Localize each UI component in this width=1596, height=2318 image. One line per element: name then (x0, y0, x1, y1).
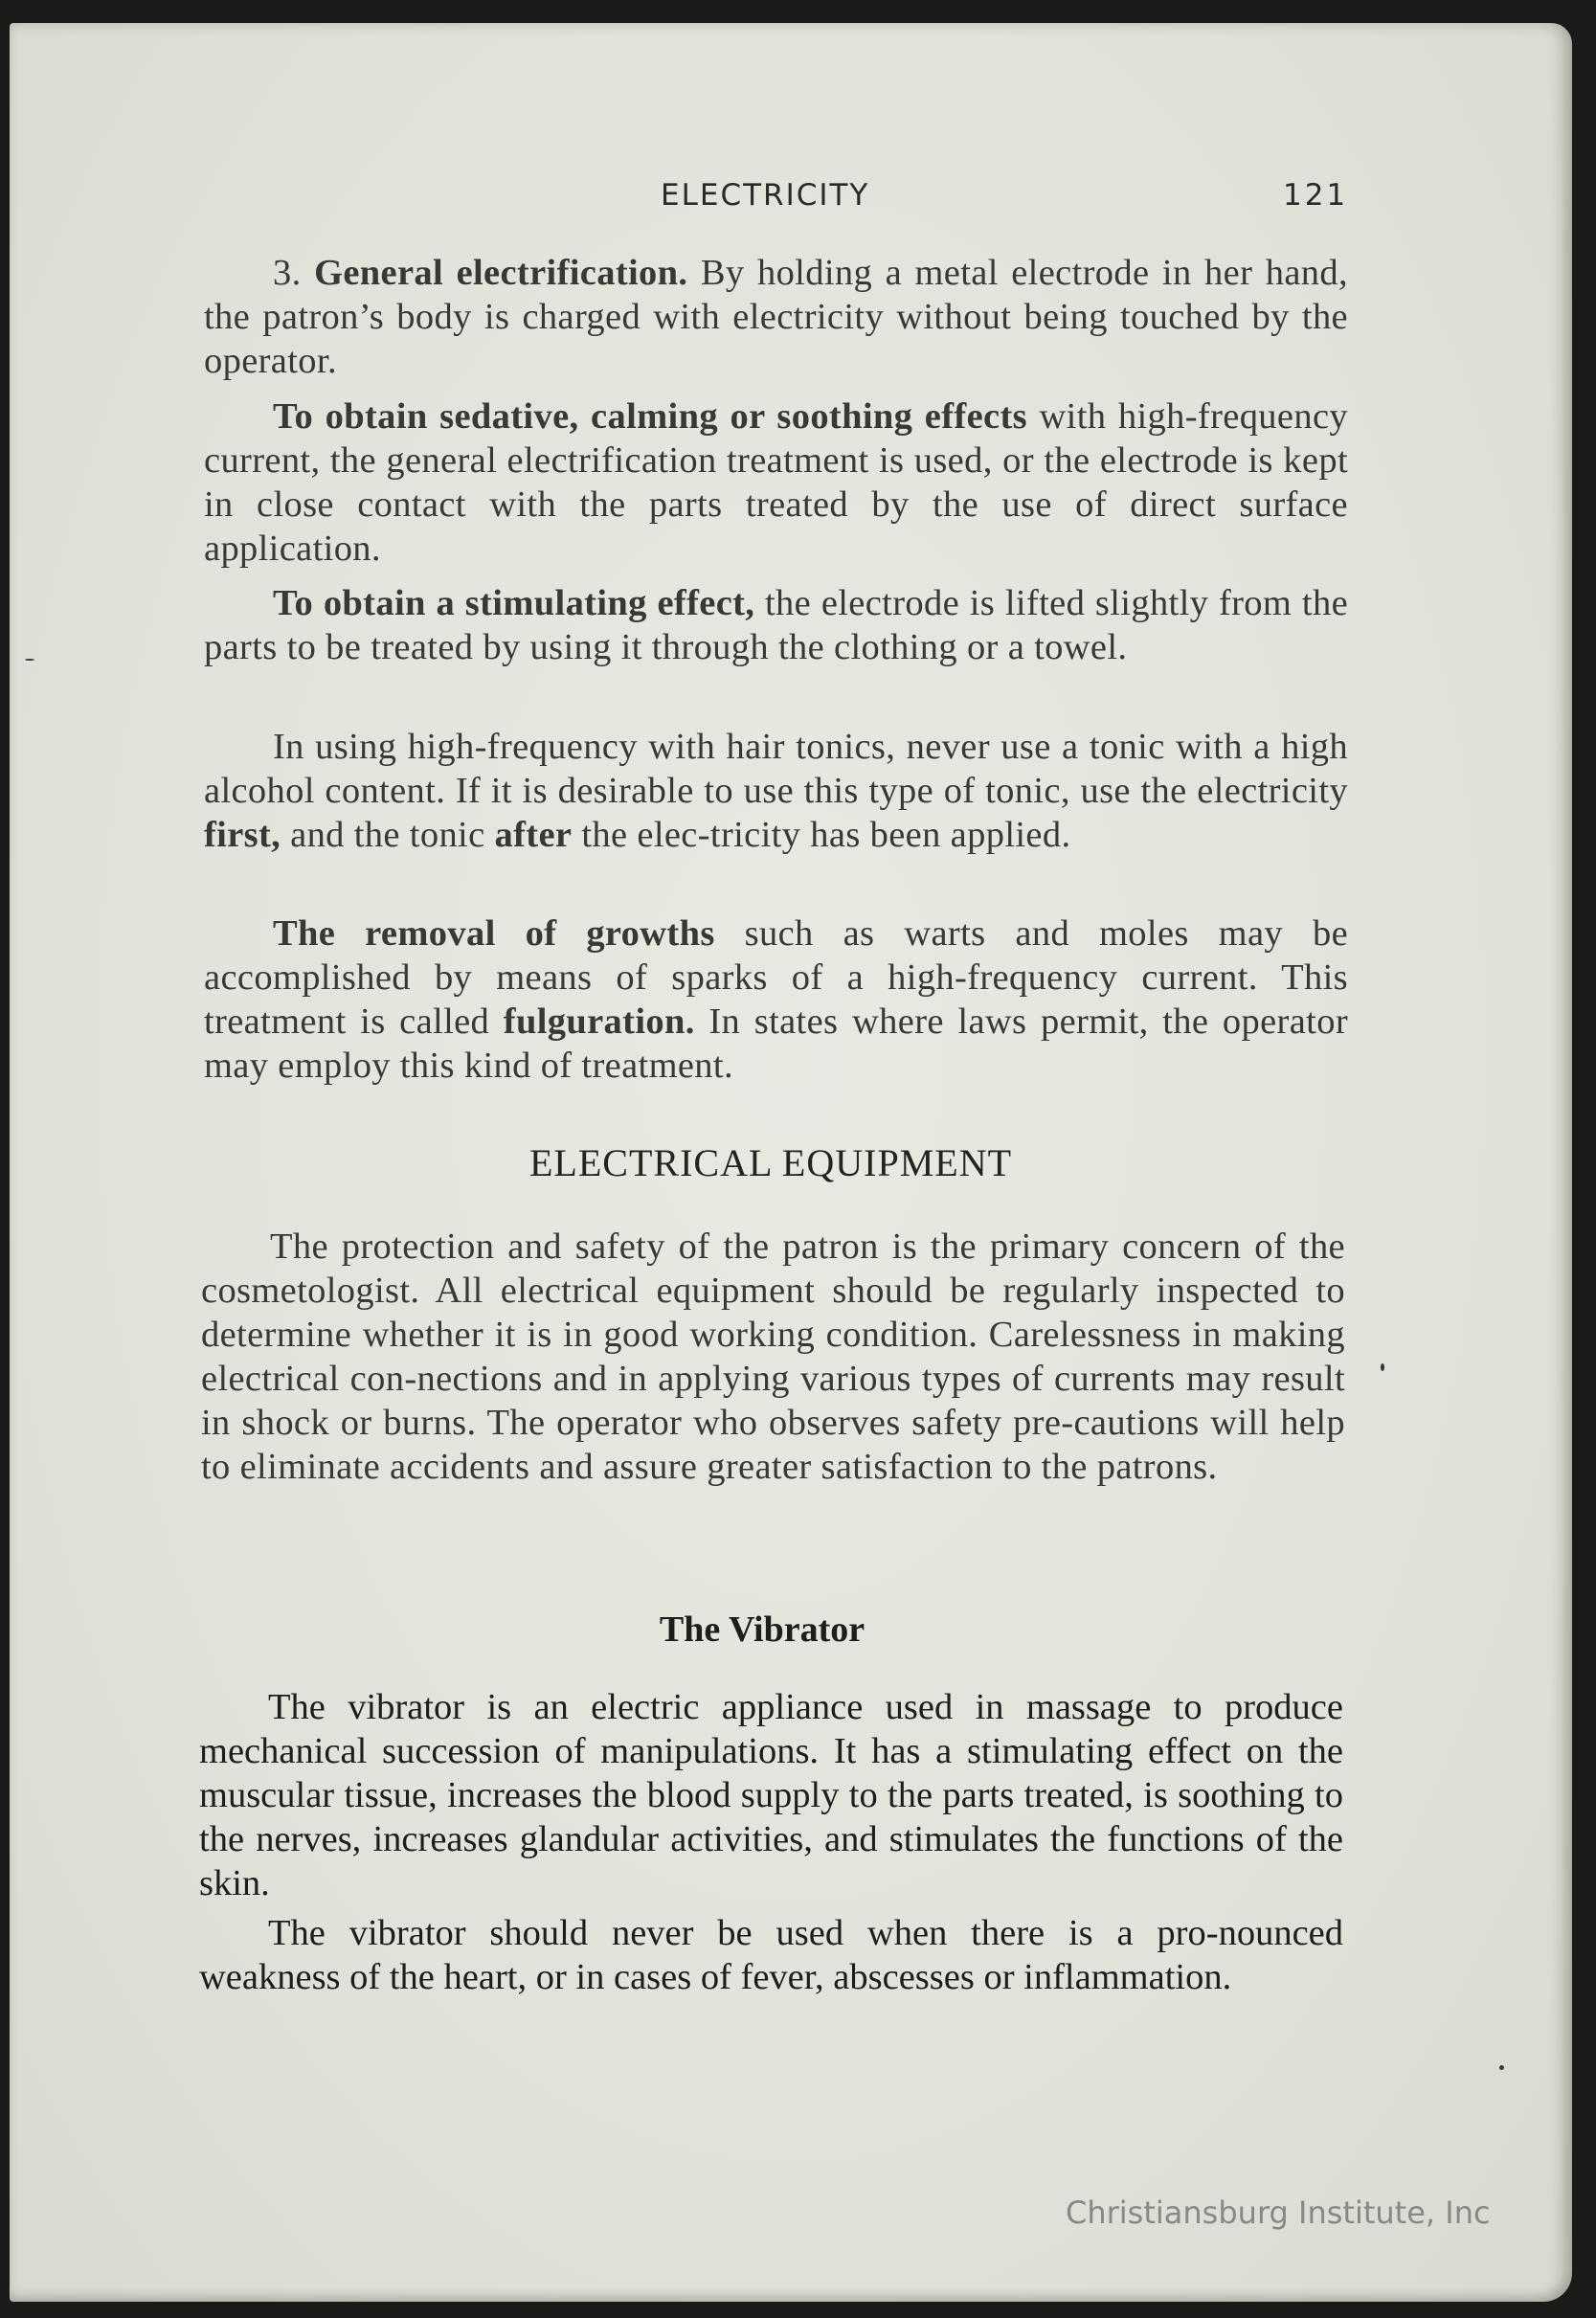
bold-term: To obtain sedative, calming or soothing effects (273, 396, 1027, 437)
bold-term: first, (204, 815, 281, 855)
paragraph-sedative-effects (204, 394, 1348, 571)
paragraph-vibrator-description (199, 1685, 1343, 1905)
section-heading-electrical-equipment: ELECTRICAL EQUIPMENT (528, 1141, 1013, 1184)
page-speck (1499, 2065, 1504, 2070)
paragraph-electrical-equipment (201, 1225, 1345, 1489)
paragraph-text: and the tonic (290, 815, 485, 855)
bold-term: To obtain a stimulating effect, (273, 583, 755, 623)
paragraph-hair-tonics (204, 725, 1348, 857)
page-number: 121 (1283, 178, 1349, 213)
bold-term: General electrification. (314, 253, 688, 293)
sub-heading-vibrator: The Vibrator (659, 1609, 865, 1650)
watermark: Christiansburg Institute, Inc (1066, 2194, 1491, 2231)
page-speck (1381, 1363, 1384, 1371)
paragraph-text: In using high-frequency with hair tonics, never use a tonic with a high alcohol content. If it is desirable to use this type of tonic, use the electricity (204, 727, 1348, 811)
paragraph-text: the elec-tricity has been applied. (581, 815, 1071, 855)
paragraph-text: The vibrator is an electric appliance used in massage to produce mechanical succession of manipulations. It has a stimulating effect on the muscular tissue, increases the blood supply to the parts treated, is soothing to the nerves, increases glandular activities, and stimulates the functions of the skin. (199, 1687, 1343, 1903)
page-header (0, 178, 1596, 220)
paragraph-text: with high-frequency current, the general electrification treatment is used, or the electrode is kept in close contact with the parts treated by the use of direct surface application. (204, 396, 1348, 569)
paragraph-vibrator-caution (199, 1911, 1343, 1999)
paragraph-removal-of-growths (204, 911, 1348, 1088)
bold-term: fulguration. (503, 1001, 695, 1042)
bold-term: The removal of growths (273, 913, 715, 954)
paragraph-text: In states where laws permit, the operator may employ this kind of treatment. (204, 1001, 1348, 1086)
paragraph-text: The protection and safety of the patron is the primary concern of the cosmetologist. All electrical equipment should be regularly inspected to determine whether it is in good working condition. Carelessness in making electrical con-nections and in applying various types of currents may result in shock or burns. The operator who observes safety pre-cautions will help to eliminate accidents and assure greater satisfaction to the patrons. (201, 1227, 1345, 1487)
paragraph-text: By holding a metal electrode in her hand, the patron’s body is charged with electricity without being touched by the operator. (204, 253, 1348, 381)
running-title: ELECTRICITY (661, 178, 870, 213)
list-number: 3. (273, 253, 302, 293)
paragraph-general-electrification (204, 251, 1348, 383)
bold-term: after (494, 815, 573, 855)
page-speck (25, 659, 34, 661)
paragraph-text: The vibrator should never be used when there is a pro-nounced weakness of the heart, or in cases of fever, abscesses or inflammation. (199, 1913, 1343, 1997)
paragraph-text: the electrode is lifted slightly from the parts to be treated by using it through the clothing or a towel. (204, 583, 1349, 667)
paragraph-text: such as warts and moles may be accomplished by means of sparks of a high-frequency current. This treatment is called (204, 913, 1349, 1042)
paragraph-stimulating-effect (204, 581, 1348, 669)
